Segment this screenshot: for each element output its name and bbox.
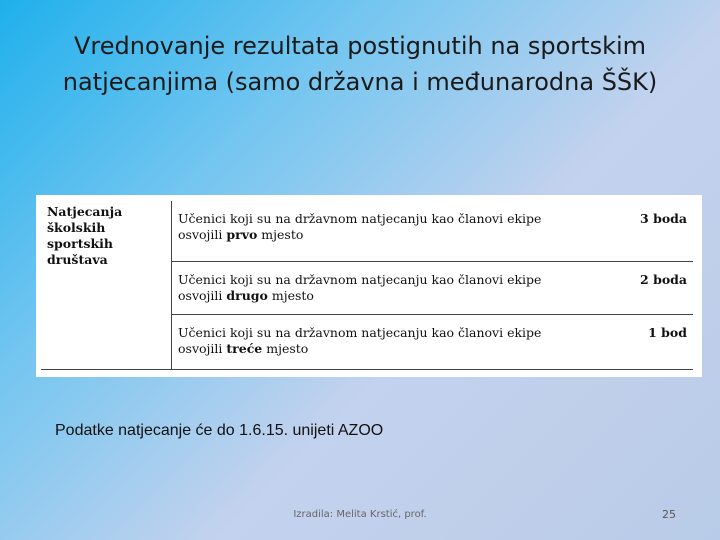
category-line: sportskih [47,236,114,251]
category-line: društava [47,252,108,267]
points-cell: 2 boda [604,262,693,315]
description-text: mjesto [257,227,304,242]
placement-text: prvo [226,227,258,242]
description-line [178,227,598,243]
scoring-table-image [36,195,702,377]
table-row [41,201,693,262]
description-line [178,341,598,357]
points-cell: 3 boda [604,201,693,262]
description-cell [172,262,605,315]
points-cell: 1 bod [604,315,693,370]
footer-author: Izradila: Melita Krstić, prof. [293,509,427,520]
description-line: Učenici koji su na državnom natjecanju kao članovi ekipe [178,272,542,287]
description-text: osvojili [178,341,227,356]
placement-text: drugo [226,288,268,303]
description-cell [172,315,605,370]
placement-text: treće [226,341,263,356]
description-line: Učenici koji su na državnom natjecanju kao članovi ekipe [178,325,542,340]
slide-title [0,28,720,100]
page-number: 25 [662,508,676,521]
category-line: školskih [47,220,106,235]
note-text: Podatke natjecanje će do 1.6.15. unijeti AZOO [55,422,384,439]
scoring-table [41,201,693,370]
title-line-2: natjecanjima (samo državna i međunarodna ŠŠK) [62,68,658,96]
description-cell [172,201,605,262]
description-line [178,288,598,304]
title-line-1: Vrednovanje rezultata postignutih na sportskim [73,32,647,60]
description-line: Učenici koji su na državnom natjecanju kao članovi ekipe [178,211,542,226]
description-text: osvojili [178,288,227,303]
category-line: Natjecanja [47,204,123,219]
description-text: osvojili [178,227,227,242]
description-text: mjesto [267,288,314,303]
category-cell [41,201,172,370]
description-text: mjesto [262,341,309,356]
